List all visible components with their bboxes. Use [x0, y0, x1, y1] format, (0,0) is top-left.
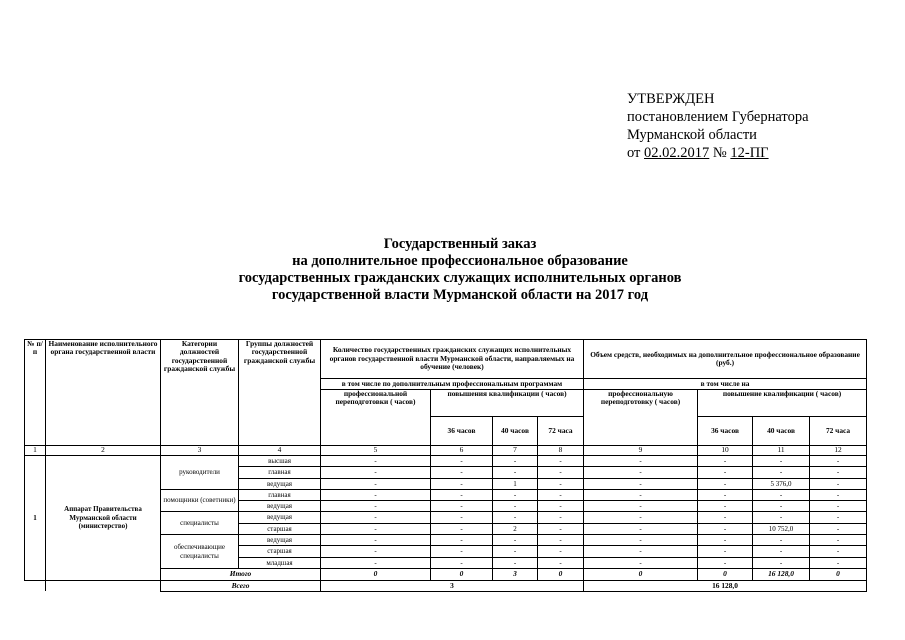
value-cell: - — [584, 535, 698, 546]
total-value: 0 — [431, 568, 493, 580]
value-cell: - — [321, 546, 431, 557]
value-cell: - — [698, 523, 753, 534]
value-cell: - — [810, 512, 867, 523]
header-money-sub: в том числе на — [584, 379, 867, 390]
value-cell: - — [698, 456, 753, 467]
value-cell: - — [431, 478, 493, 489]
value-cell: - — [493, 512, 538, 523]
value-cell: - — [753, 467, 810, 478]
header-qty-group: Количество государственных гражданских служащих исполнительных органов государственной власти Мурманской области, направляемых на обучение (человек) — [321, 340, 584, 379]
value-cell: - — [538, 467, 584, 478]
value-cell: - — [584, 557, 698, 568]
position-group: младшая — [239, 557, 321, 568]
grand-total-row — [25, 580, 867, 591]
value-cell: - — [431, 523, 493, 534]
category-heads: руководители — [161, 456, 239, 490]
position-group: ведущая — [239, 535, 321, 546]
value-cell: - — [753, 535, 810, 546]
value-cell: 5 376,0 — [753, 478, 810, 489]
column-number: 7 — [493, 446, 538, 456]
value-cell: - — [698, 478, 753, 489]
value-cell: - — [321, 523, 431, 534]
value-cell: - — [321, 535, 431, 546]
approval-by: постановлением Губернатора — [627, 109, 809, 125]
total-value: 0 — [321, 568, 431, 580]
column-number: 11 — [753, 446, 810, 456]
column-number: 10 — [698, 446, 753, 456]
value-cell: - — [493, 535, 538, 546]
value-cell: - — [431, 489, 493, 500]
grand-total-people: 3 — [321, 580, 584, 591]
value-cell: - — [321, 456, 431, 467]
value-cell: - — [698, 546, 753, 557]
value-cell: - — [493, 467, 538, 478]
table-row — [25, 456, 867, 467]
row-number: 1 — [25, 456, 46, 581]
order-table — [24, 339, 867, 592]
position-group: главная — [239, 467, 321, 478]
header-col-number: № п/п — [25, 340, 46, 446]
grand-total-money: 16 128,0 — [584, 580, 867, 591]
value-cell: - — [538, 535, 584, 546]
position-group: ведущая — [239, 478, 321, 489]
value-cell: - — [493, 546, 538, 557]
header-prof-retrain: профессиональной переподготовки ( часов) — [321, 390, 431, 446]
approval-num-sign: № — [712, 145, 727, 161]
value-cell: - — [753, 489, 810, 500]
value-cell: - — [321, 557, 431, 568]
total-label: Итого — [161, 568, 321, 580]
value-cell: - — [493, 557, 538, 568]
total-value: 0 — [698, 568, 753, 580]
column-number: 5 — [321, 446, 431, 456]
value-cell: - — [538, 523, 584, 534]
document-title — [150, 236, 770, 304]
approval-number: 12-ПГ — [730, 145, 769, 161]
column-number: 8 — [538, 446, 584, 456]
title-line-2: на дополнительное профессиональное образование — [292, 253, 628, 269]
value-cell: - — [431, 456, 493, 467]
header-h40: 40 часов — [493, 417, 538, 446]
approval-date-line — [627, 144, 809, 162]
value-cell: - — [321, 512, 431, 523]
value-cell: - — [810, 501, 867, 512]
value-cell: - — [584, 546, 698, 557]
position-group: ведущая — [239, 512, 321, 523]
header-col-organ: Наименование исполнительного органа государственной власти — [46, 340, 161, 446]
header-qual-up: повышения квалификации ( часов) — [431, 390, 584, 417]
value-cell: - — [538, 478, 584, 489]
approval-region: Мурманской области — [627, 127, 757, 143]
title-line-4: государственной власти Мурманской области на 2017 год — [271, 287, 649, 303]
value-cell: - — [584, 523, 698, 534]
header-m40: 40 часов — [753, 417, 810, 446]
value-cell: - — [810, 467, 867, 478]
column-number: 1 — [25, 446, 46, 456]
total-value: 0 — [810, 568, 867, 580]
column-number: 4 — [239, 446, 321, 456]
header-h72: 72 часа — [538, 417, 584, 446]
category-specialists: специалисты — [161, 512, 239, 535]
approval-title: УТВЕРЖДЕН — [627, 91, 715, 107]
value-cell: - — [753, 456, 810, 467]
column-number: 12 — [810, 446, 867, 456]
value-cell: - — [584, 478, 698, 489]
grand-total-label: Всего — [161, 580, 321, 591]
position-group: ведущая — [239, 501, 321, 512]
header-money-group: Объем средств, необходимых на дополнительное профессиональное образование (руб.) — [584, 340, 867, 379]
value-cell: - — [431, 501, 493, 512]
value-cell: - — [321, 501, 431, 512]
header-col-group: Группы должностей государственной гражданской службы — [239, 340, 321, 446]
column-number: 9 — [584, 446, 698, 456]
title-line-1: Государственный заказ — [383, 236, 537, 252]
total-value: 0 — [538, 568, 584, 580]
value-cell: - — [584, 467, 698, 478]
value-cell: - — [698, 557, 753, 568]
approval-from: от — [627, 145, 641, 161]
value-cell: - — [538, 546, 584, 557]
header-qty-sub: в том числе по дополнительным профессиональным программам — [321, 379, 584, 390]
value-cell: - — [431, 557, 493, 568]
value-cell: - — [493, 456, 538, 467]
value-cell: - — [321, 467, 431, 478]
approval-stamp — [627, 90, 809, 162]
value-cell: - — [810, 535, 867, 546]
header-m36: 36 часов — [698, 417, 753, 446]
value-cell: - — [810, 523, 867, 534]
value-cell: - — [584, 512, 698, 523]
column-number: 3 — [161, 446, 239, 456]
value-cell: - — [810, 478, 867, 489]
position-group: высшая — [239, 456, 321, 467]
value-cell: - — [431, 535, 493, 546]
total-value: 0 — [584, 568, 698, 580]
value-cell: 1 — [493, 478, 538, 489]
title-line-3: государственных гражданских служащих исполнительных органов — [238, 270, 682, 286]
value-cell: - — [698, 501, 753, 512]
value-cell: 10 752,0 — [753, 523, 810, 534]
value-cell: - — [538, 501, 584, 512]
header-money-retrain: профессиональную переподготовку ( часов) — [584, 390, 698, 446]
value-cell: - — [810, 456, 867, 467]
header-money-qual: повышение квалификации ( часов) — [698, 390, 867, 417]
approval-date: 02.02.2017 — [644, 145, 710, 161]
category-assistants: помощники (советники) — [161, 489, 239, 512]
value-cell: 2 — [493, 523, 538, 534]
value-cell: - — [321, 489, 431, 500]
value-cell: - — [493, 489, 538, 500]
total-value: 16 128,0 — [753, 568, 810, 580]
organ-name: Аппарат Правительства Мурманской области (министерство) — [46, 456, 161, 581]
value-cell: - — [753, 546, 810, 557]
position-group: старшая — [239, 546, 321, 557]
value-cell: - — [538, 512, 584, 523]
value-cell: - — [431, 546, 493, 557]
value-cell: - — [698, 535, 753, 546]
value-cell: - — [321, 478, 431, 489]
value-cell: - — [698, 512, 753, 523]
value-cell: - — [584, 489, 698, 500]
value-cell: - — [538, 456, 584, 467]
header-col-category: Категории должностей государственной гражданской службы — [161, 340, 239, 446]
column-number: 2 — [46, 446, 161, 456]
value-cell: - — [753, 557, 810, 568]
value-cell: - — [753, 501, 810, 512]
position-group: главная — [239, 489, 321, 500]
value-cell: - — [584, 456, 698, 467]
value-cell: - — [431, 512, 493, 523]
category-support: обеспечивающие специалисты — [161, 535, 239, 569]
value-cell: - — [584, 501, 698, 512]
column-numbers-row — [25, 446, 867, 456]
position-group: старшая — [239, 523, 321, 534]
value-cell: - — [538, 557, 584, 568]
value-cell: - — [698, 467, 753, 478]
value-cell: - — [753, 512, 810, 523]
header-m72: 72 часа — [810, 417, 867, 446]
total-value: 3 — [493, 568, 538, 580]
value-cell: - — [431, 467, 493, 478]
value-cell: - — [810, 557, 867, 568]
value-cell: - — [698, 489, 753, 500]
column-number: 6 — [431, 446, 493, 456]
value-cell: - — [538, 489, 584, 500]
value-cell: - — [810, 546, 867, 557]
header-h36: 36 часов — [431, 417, 493, 446]
value-cell: - — [493, 501, 538, 512]
value-cell: - — [810, 489, 867, 500]
